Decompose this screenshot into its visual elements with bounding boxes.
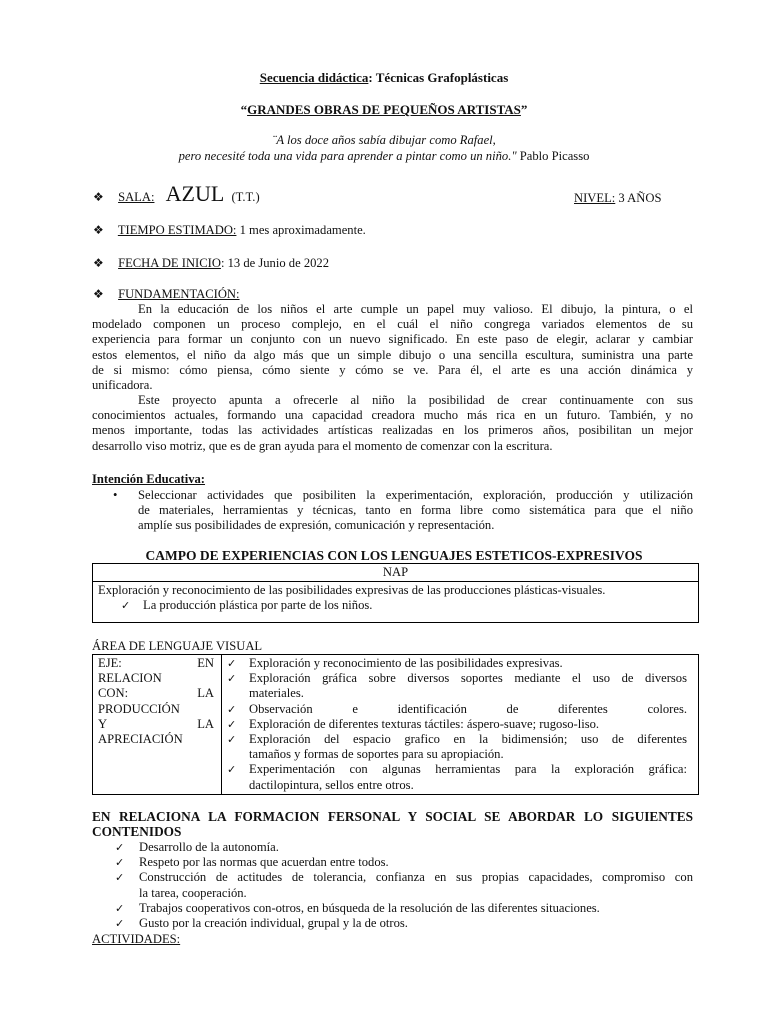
- bullet-icon: •: [113, 488, 118, 502]
- area-item-text: Observación e identificación de diferentes colores.: [249, 701, 687, 716]
- area-item-text: Exploración gráfica sobre diversos soportes mediante el uso de diversos: [249, 671, 687, 686]
- formacion-item: [115, 900, 693, 916]
- area-item-text: Experimentación con algunas herramientas para la exploración gráfica:: [249, 762, 687, 777]
- formacion-heading-line-2: CONTENIDOS: [92, 824, 182, 840]
- area-item-text: Exploración de diferentes texturas táctiles: áspero-suave; rugoso-liso.: [249, 716, 600, 731]
- project-title-text: GRANDES OBRAS DE PEQUEÑOS ARTISTAS: [247, 102, 521, 117]
- formacion-item: [115, 840, 693, 855]
- eje-word: LA: [197, 686, 214, 701]
- title-rest: : Técnicas Grafoplásticas: [368, 70, 509, 85]
- eje-word: APRECIACIÓN: [98, 732, 183, 747]
- check-icon: ✓: [227, 672, 237, 686]
- area-item-text: materiales.: [249, 686, 304, 701]
- check-icon: ✓: [115, 917, 125, 931]
- area-items: [227, 656, 687, 793]
- quote-line-1: ¨A los doce años sabía dibujar como Rafael,: [272, 133, 496, 147]
- text-line: de materiales, herramientas y técnicas, tanto en forma libre como sistemática para que el niño: [138, 503, 693, 518]
- diamond-bullet-icon: ❖: [93, 190, 104, 204]
- formacion-item-text: la tarea, cooperación.: [139, 885, 247, 900]
- fundamentacion-paragraph-2: [92, 393, 693, 454]
- eje-word: PRODUCCIÓN: [98, 701, 180, 716]
- formacion-item-text: Trabajos cooperativos con-otros, en búsqueda de la resolución de las diferentes situaciones.: [139, 900, 600, 915]
- check-icon: ✓: [227, 733, 237, 747]
- area-item: [227, 671, 687, 701]
- intencion-label: Intención Educativa:: [92, 472, 206, 486]
- text-line: Seleccionar actividades que posibiliten la experimentación, exploración, producción y utilización: [138, 488, 693, 502]
- project-title: [0, 102, 768, 117]
- fundamentacion-label: FUNDAMENTACIÓN:: [118, 287, 240, 301]
- text-line: de si mismo: cómo piensa, cómo siente y cómo se ve. Para él, el arte es una acción dinámica y: [92, 362, 693, 377]
- check-icon: ✓: [115, 901, 125, 915]
- formacion-item-text: Construcción de actitudes de tolerancia, confianza en sus propias capacidades, compromiso con: [139, 870, 693, 885]
- formacion-heading: [92, 809, 693, 839]
- area-heading: ÁREA DE LENGUAJE VISUAL: [92, 639, 263, 653]
- area-item: [227, 656, 687, 671]
- area-item-text: Exploración y reconocimiento de las posibilidades expresivas.: [249, 656, 563, 670]
- eje-line: [98, 732, 214, 747]
- eje-word: RELACION: [98, 671, 162, 686]
- check-icon: ✓: [115, 871, 125, 885]
- formacion-item-text: Desarrollo de la autonomía.: [139, 840, 279, 854]
- check-icon: ✓: [227, 702, 237, 716]
- eje-line: [98, 656, 214, 671]
- document-title: [0, 70, 768, 85]
- fecha-label: FECHA DE INICIO: [118, 256, 221, 270]
- fecha-row: [93, 256, 329, 271]
- text-line: unificadora.: [92, 378, 153, 393]
- check-icon: ✓: [121, 599, 131, 613]
- intencion-text: [138, 488, 693, 534]
- nap-line: Exploración y reconocimiento de las posibilidades expresivas de las producciones plásticas-visuales.: [98, 583, 606, 597]
- nap-table: [92, 563, 699, 623]
- sala-row: [93, 181, 260, 206]
- nap-item-text: La producción plástica por parte de los niños.: [143, 598, 373, 613]
- text-line: conocimientos actuales, formando una capacidad creadora mucho más rica en un futuro. También, y no: [92, 408, 693, 423]
- quote-close: ”: [520, 102, 528, 117]
- check-icon: ✓: [115, 841, 125, 854]
- eje-line: [98, 717, 214, 732]
- tiempo-value: 1 mes aproximadamente.: [236, 223, 366, 237]
- text-line: menos importante, todas las actividades artísticas realizadas en los primeros años, posibilitan un mejor: [92, 423, 693, 438]
- check-icon: ✓: [227, 657, 237, 670]
- area-item: [227, 762, 687, 792]
- campo-heading: CAMPO DE EXPERIENCIAS CON LOS LENGUAJES ESTETICOS-EXPRESIVOS: [145, 548, 643, 563]
- eje-word: CON:: [98, 686, 129, 701]
- actividades-label: ACTIVIDADES:: [92, 932, 181, 946]
- text-line: amplíe sus posibilidades de expresión, comunicación y representación.: [138, 518, 495, 533]
- formacion-items: [115, 840, 693, 931]
- nap-header: NAP: [93, 564, 698, 582]
- quote-open: “: [240, 102, 248, 117]
- quote-author: Pablo Picasso: [516, 149, 590, 163]
- formacion-item-text: Gusto por la creación individual, grupal y la de otros.: [139, 916, 408, 931]
- nivel-value: 3 AÑOS: [615, 191, 662, 205]
- formacion-item-text: Respeto por las normas que acuerdan entre todos.: [139, 855, 389, 870]
- formacion-item: [115, 855, 693, 870]
- check-icon: ✓: [227, 717, 237, 731]
- text-line: desarrollo viso motriz, que es de gran ayuda para el momento de comenzar con la escritura.: [92, 438, 553, 453]
- formacion-heading-line-1: EN RELACIONA LA FORMACION FERSONAL Y SOCIAL SE ABORDAR LO SIGUIENTES: [92, 809, 693, 824]
- area-item: [227, 716, 687, 732]
- eje-line: [98, 686, 214, 701]
- diamond-bullet-icon: ❖: [93, 287, 104, 301]
- eje-word: LA: [197, 716, 214, 731]
- quote-text: pero necesité toda una vida para aprender a pintar como un niño.": [178, 149, 517, 163]
- eje-line: [98, 671, 214, 686]
- check-icon: ✓: [115, 856, 125, 870]
- title-label: Secuencia didáctica: [259, 70, 369, 85]
- diamond-bullet-icon: ❖: [93, 223, 104, 237]
- area-item: [227, 701, 687, 717]
- fundamentacion-row: [93, 287, 240, 302]
- sala-value: AZUL: [165, 181, 225, 206]
- eje-word: EJE:: [98, 656, 122, 670]
- tiempo-row: [93, 223, 366, 238]
- column-divider: [221, 655, 222, 794]
- fundamentacion-paragraph-1: [92, 302, 693, 393]
- area-table: [92, 654, 699, 795]
- fecha-value: : 13 de Junio de 2022: [220, 256, 330, 270]
- eje-line: [98, 702, 214, 717]
- formacion-item: [115, 870, 693, 900]
- text-line: modelado componen un proceso complejo, en el cuál el niño congrega variados elementos de su: [92, 317, 693, 332]
- eje-word: Y: [98, 716, 108, 731]
- area-item-text: Exploración del espacio grafico en la bidimensión; uso de diferentes: [249, 732, 687, 747]
- area-item-text: tamaños y formas de soportes para su apropiación.: [249, 747, 504, 762]
- text-line: estos elementos, el niño da algo más que un simple dibujo o una sencilla escultura, suministra una parte: [92, 347, 693, 362]
- sala-label: SALA:: [118, 190, 155, 204]
- text-line: Este proyecto apunta a ofrecerle al niño la posibilidad de crear continuamente con sus: [138, 393, 693, 407]
- eje-cell: [98, 656, 214, 747]
- formacion-item: [115, 916, 693, 931]
- diamond-bullet-icon: ❖: [93, 256, 104, 270]
- eje-word: EN: [197, 656, 214, 670]
- area-item: [227, 732, 687, 762]
- check-icon: ✓: [227, 763, 237, 777]
- quote-line-2: [0, 149, 768, 164]
- text-line: En la educación de los niños el arte cumple un papel muy valioso. El dibujo, la pintura, o el: [138, 302, 693, 316]
- nivel-label: NIVEL:: [574, 191, 616, 205]
- area-item-text: dactilopintura, sellos entre otros.: [249, 777, 414, 792]
- nivel-row: [574, 191, 661, 206]
- text-line: experiencia para formar un conjunto con un nuevo significado. En este paso de elegir, aclarar y cambiar: [92, 332, 693, 347]
- nap-item: [93, 598, 698, 613]
- sala-shift: (T.T.): [231, 190, 260, 204]
- tiempo-label: TIEMPO ESTIMADO:: [117, 223, 237, 237]
